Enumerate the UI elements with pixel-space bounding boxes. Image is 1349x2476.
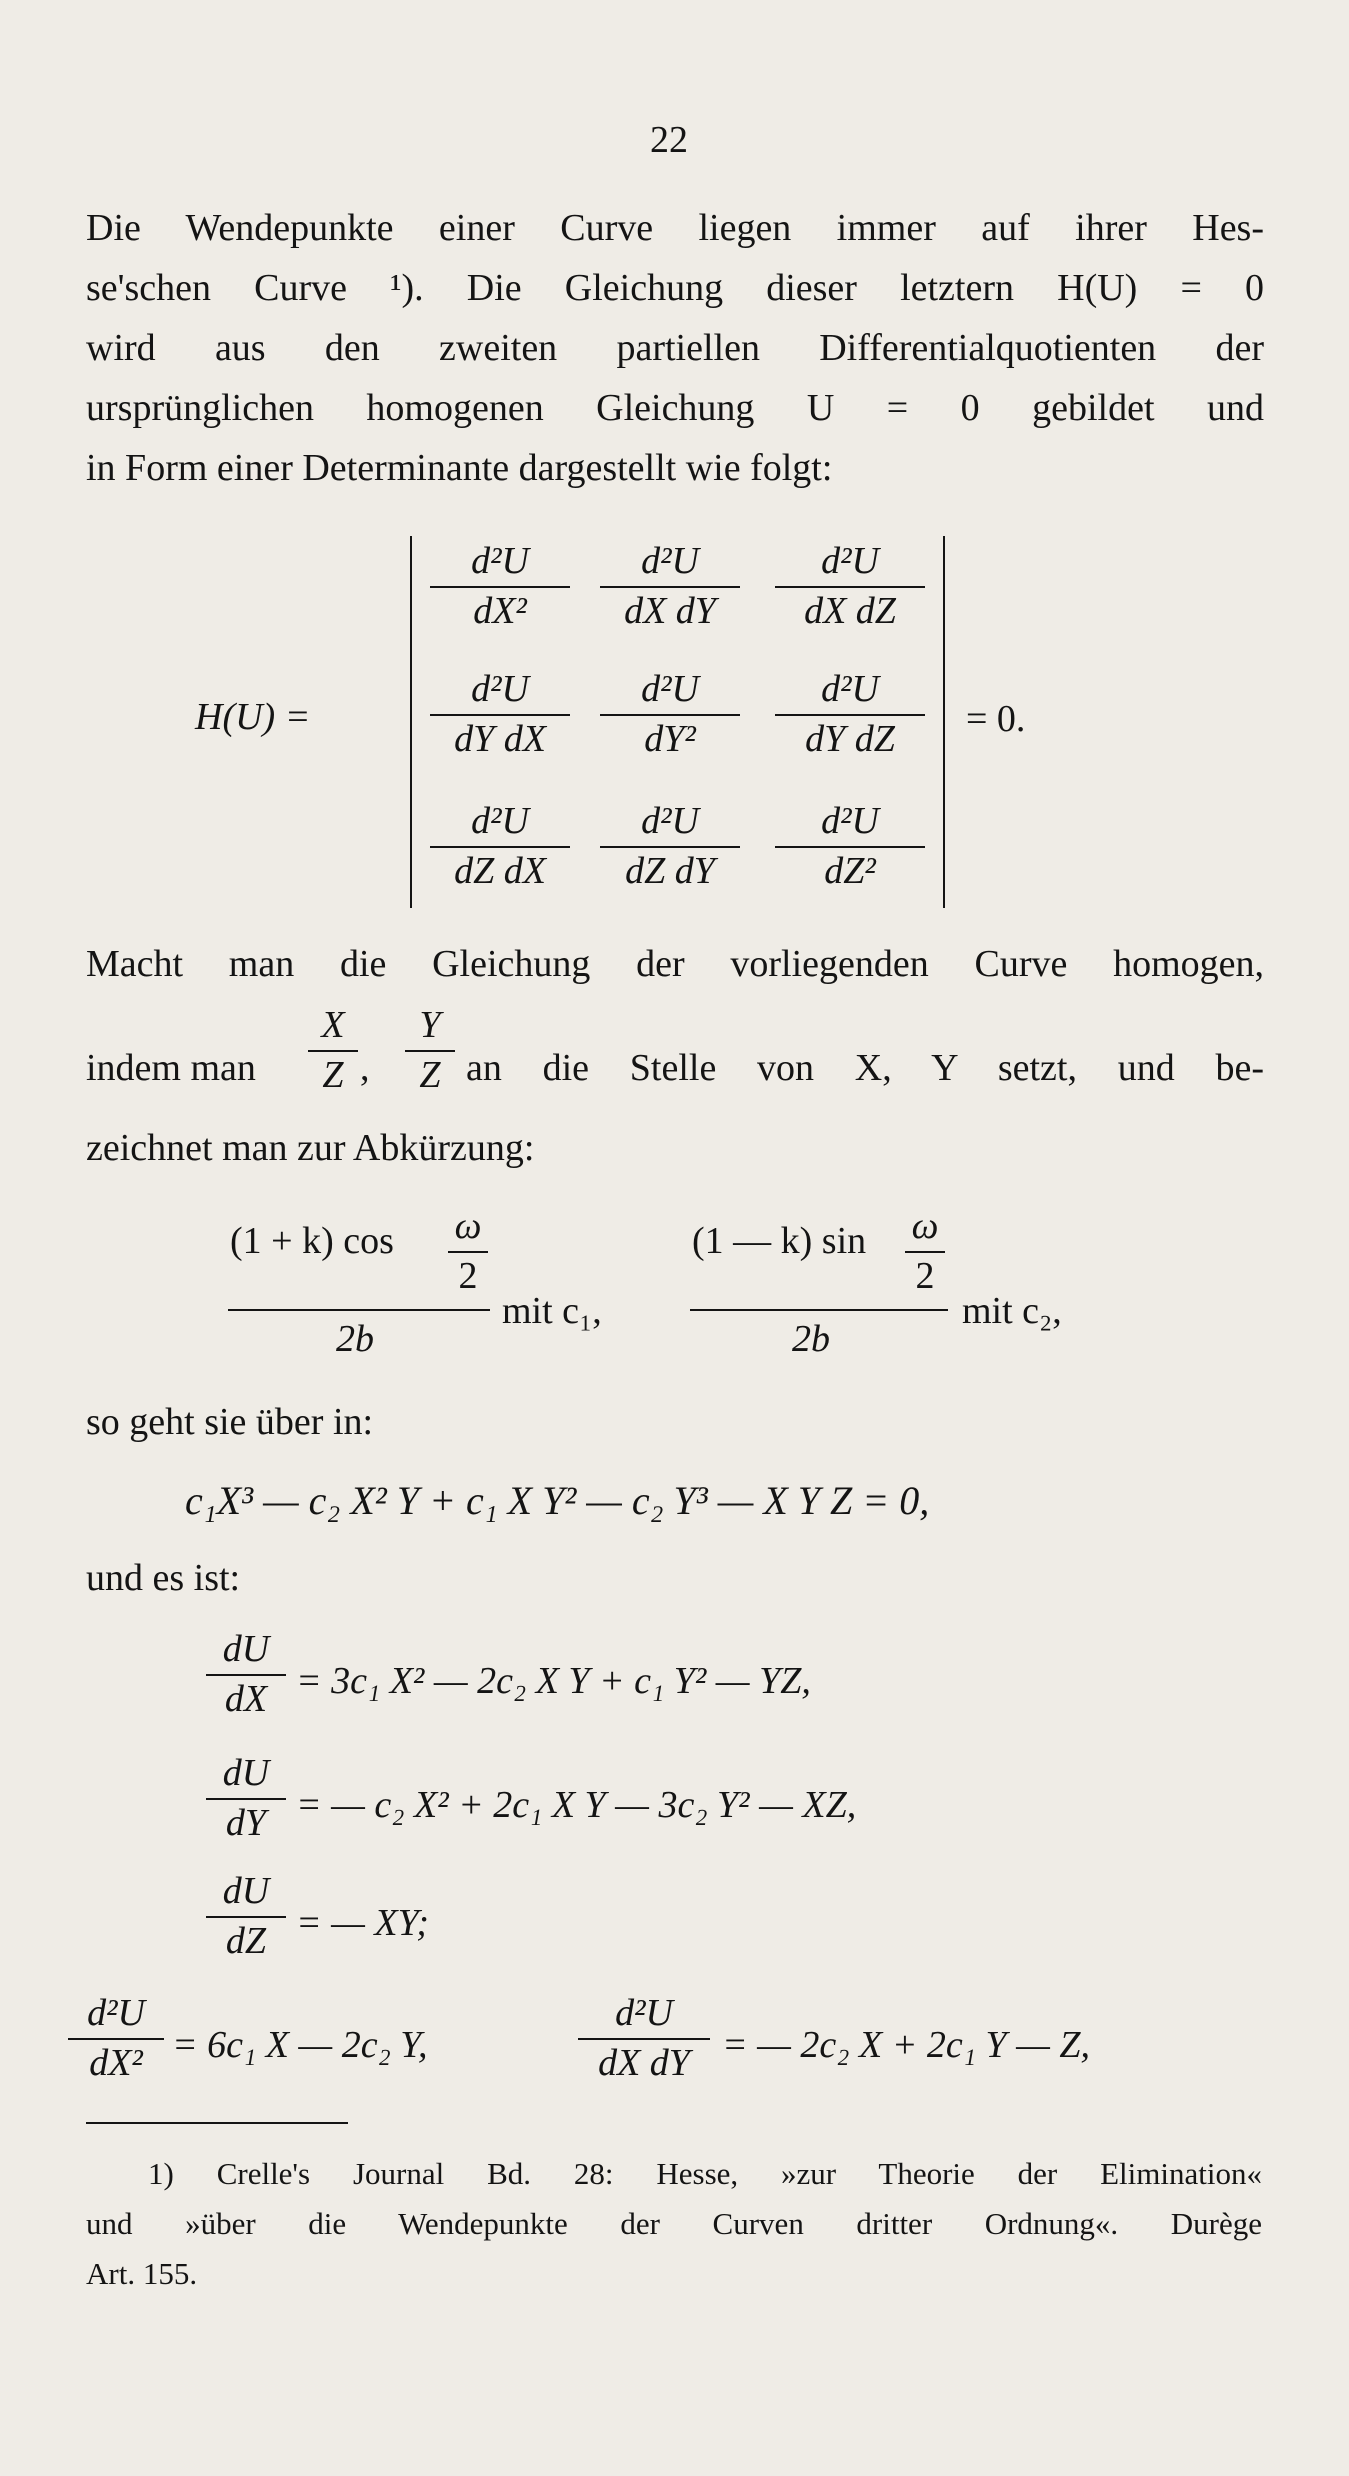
page-number: 22 — [650, 119, 688, 161]
derivative-dU-dY: dU dY — [206, 1752, 286, 1845]
derivative-dU-dX: dU dX — [206, 1628, 286, 1721]
abbrev2-numerator: (1 — k) sin — [692, 1220, 867, 1262]
abbrev1-label: mit c₁, — [502, 1290, 602, 1332]
derivative-dU-dZ: dU dZ — [206, 1870, 286, 1963]
fraction-y-over-z: Y Z — [405, 1004, 455, 1097]
det-cell: d²U dZ dY — [600, 800, 740, 893]
det-cell: d²U dY dX — [430, 668, 570, 761]
footnote-line: und »über die Wendepunkte der Curven dritter Ordnung«. Durège — [86, 2206, 1262, 2241]
fraction-bar — [228, 1309, 490, 1311]
derivative-rhs: = 3c₁ X² — 2c₂ X Y + c₁ Y² — YZ, — [296, 1660, 811, 1702]
abbrev2-label: mit c₂, — [962, 1290, 1062, 1332]
fraction-bar — [690, 1309, 948, 1311]
text-line: an die Stelle von X, Y setzt, und be- — [466, 1047, 1264, 1089]
comma: , — [360, 1047, 370, 1089]
second-derivative-rhs: = — 2c₂ X + 2c₁ Y — Z, — [722, 2024, 1090, 2066]
det-cell: d²U dY² — [600, 668, 740, 761]
abbrev1-denominator: 2b — [336, 1318, 374, 1360]
text-line: in Form einer Determinante dargestellt wie folgt: — [86, 447, 833, 489]
text-line: wird aus den zweiten partiellen Differentialquotienten der — [86, 327, 1264, 369]
abbrev2-denominator: 2b — [792, 1318, 830, 1360]
derivative-rhs: = — c₂ X² + 2c₁ X Y — 3c₂ Y² — XZ, — [296, 1784, 857, 1826]
footnote-line: 1) Crelle's Journal Bd. 28: Hesse, »zur Theorie der Elimination« — [148, 2156, 1262, 2191]
omega-over-two: ω 2 — [905, 1205, 945, 1298]
derivative-rhs: = — XY; — [296, 1902, 429, 1944]
text-line: so geht sie über in: — [86, 1401, 374, 1443]
omega-over-two: ω 2 — [448, 1205, 488, 1298]
text-line: ursprünglichen homogenen Gleichung U = 0 gebildet und — [86, 387, 1264, 429]
text-line: se'schen Curve ¹). Die Gleichung dieser letztern H(U) = 0 — [86, 267, 1264, 309]
paragraph-homogen — [86, 934, 1264, 994]
second-derivative-xx: d²U dX² — [68, 1992, 164, 2085]
det-cell: d²U dZ dX — [430, 800, 570, 893]
det-cell: d²U dX dZ — [775, 540, 925, 633]
paragraph-intro — [86, 198, 1264, 498]
det-cell: d²U dX dY — [600, 540, 740, 633]
main-equation: c₁X³ — c₂ X² Y + c₁ X Y² — c₂ Y³ — X Y Z = 0, — [185, 1478, 930, 1523]
det-rhs: = 0. — [966, 698, 1026, 740]
abbrev1-numerator: (1 + k) cos — [230, 1220, 394, 1262]
det-lhs: H(U) = — [195, 696, 311, 738]
text-line: Die Wendepunkte einer Curve liegen immer auf ihrer Hes- — [86, 207, 1264, 249]
second-derivative-xy: d²U dX dY — [578, 1992, 710, 2085]
footnote-rule — [86, 2122, 348, 2124]
text-line-indem: indem man — [86, 1047, 256, 1089]
text-line: Macht man die Gleichung der vorliegenden Curve homogen, — [86, 943, 1264, 985]
text-line: zeichnet man zur Abkürzung: — [86, 1127, 535, 1169]
second-derivative-rhs: = 6c₁ X — 2c₂ Y, — [172, 2024, 428, 2066]
det-cell: d²U dY dZ — [775, 668, 925, 761]
det-left-bar — [410, 536, 412, 908]
det-right-bar — [943, 536, 945, 908]
fraction-x-over-z: X Z — [308, 1004, 358, 1097]
det-cell: d²U dX² — [430, 540, 570, 633]
footnote-line: Art. 155. — [86, 2256, 198, 2291]
det-cell: d²U dZ² — [775, 800, 925, 893]
text-line: und es ist: — [86, 1557, 241, 1599]
